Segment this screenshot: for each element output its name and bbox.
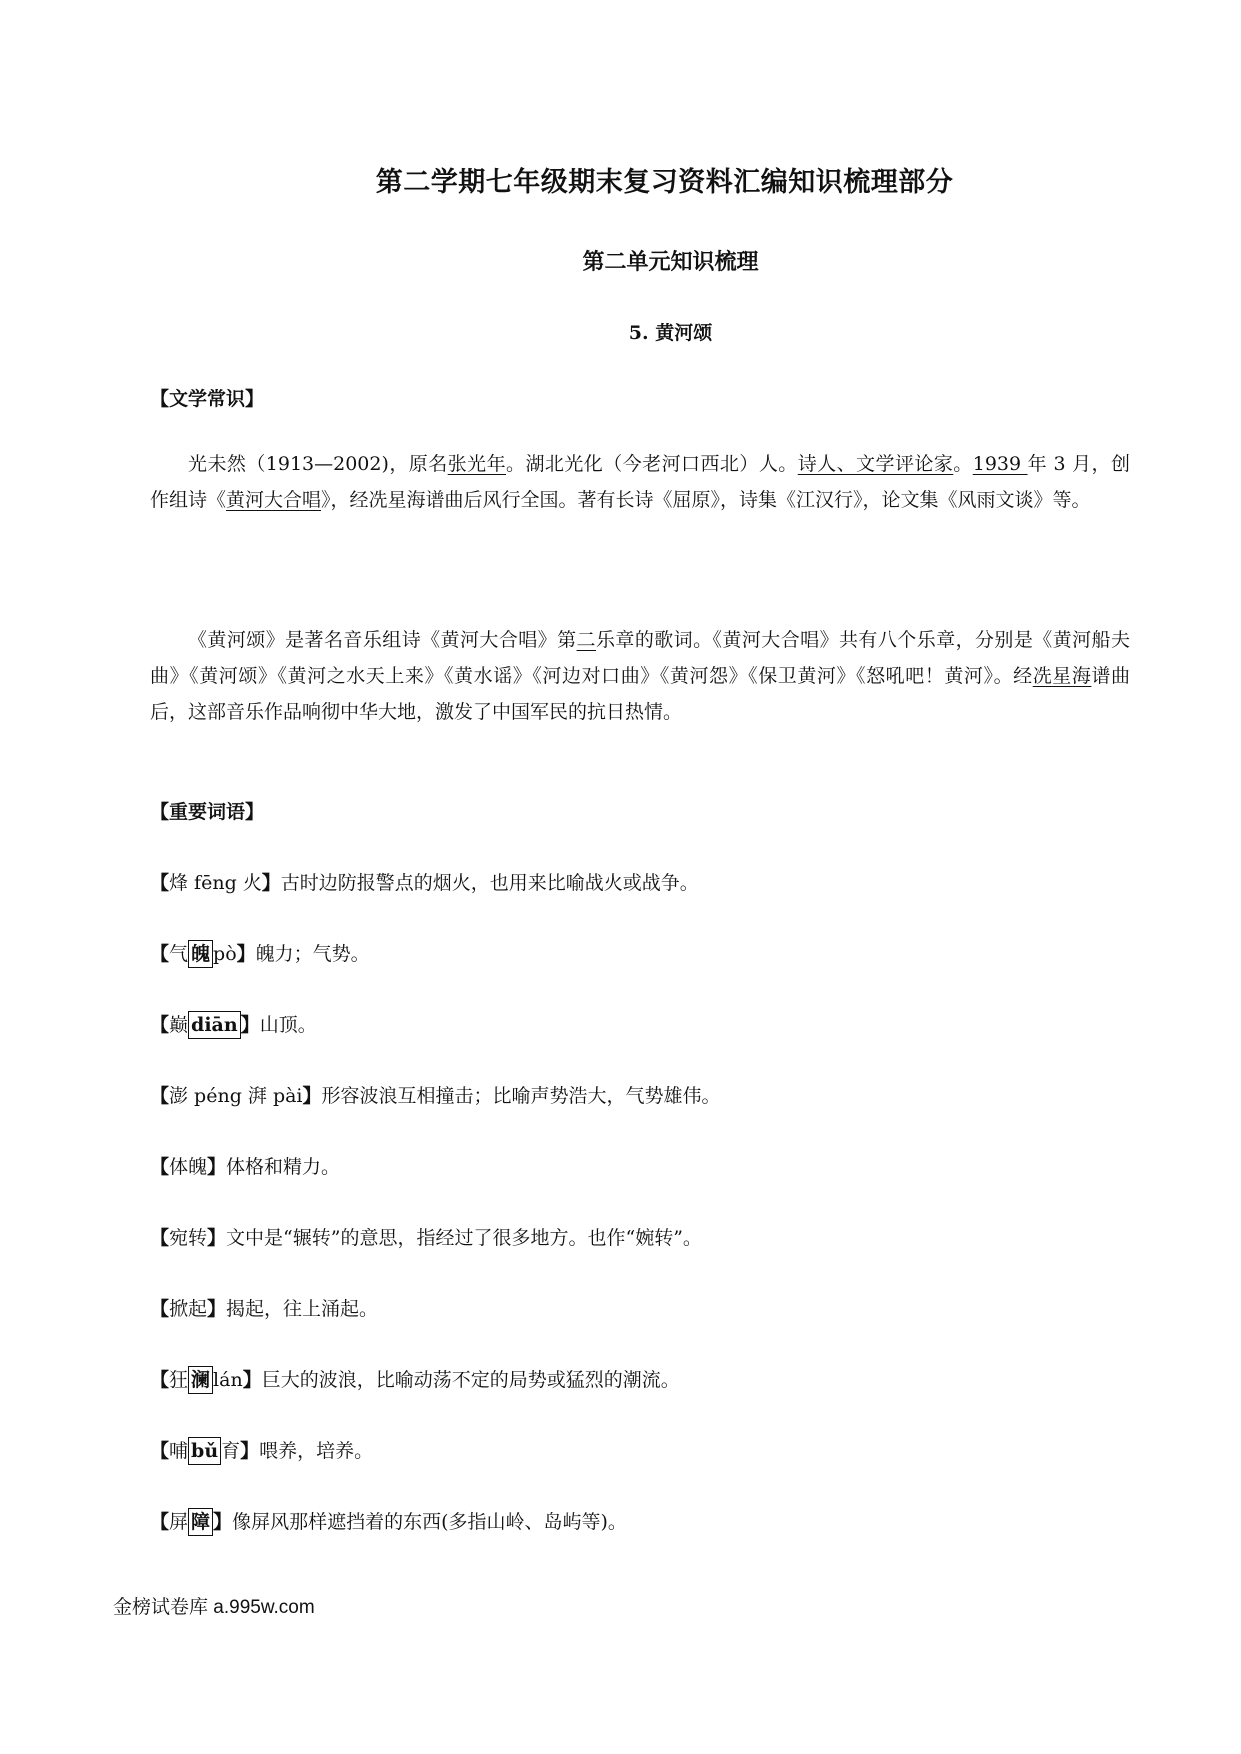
underlined-ordinal: 二 [576, 629, 596, 651]
term-entry [150, 1436, 373, 1465]
bracket-open: 【 [150, 872, 170, 894]
term-boxed-char: 魄 [188, 940, 213, 968]
term-entry [150, 1507, 627, 1536]
term-word: 宛转 [169, 1227, 208, 1249]
bracket-open: 【 [150, 1227, 170, 1249]
underlined-composer: 冼星海 [1032, 665, 1092, 687]
bracket-close: 】 [242, 1369, 262, 1391]
term-definition: 山顶。 [259, 1014, 317, 1036]
bracket-close: 】 [207, 1227, 227, 1249]
term-word: 澎 péng 湃 pài [169, 1085, 303, 1107]
bracket-open: 【 [150, 1369, 170, 1391]
term-entry [150, 1081, 721, 1108]
term-word: 哺 [169, 1440, 189, 1462]
bracket-close: 】 [240, 1014, 260, 1036]
bracket-open: 【 [150, 1085, 170, 1107]
lesson-title: 5. 黄河颂 [628, 322, 713, 344]
bracket-close: 】 [302, 1085, 322, 1107]
bracket-open: 【 [150, 1156, 170, 1178]
term-definition: 体格和精力。 [226, 1156, 341, 1178]
bracket-close: 】 [207, 1298, 227, 1320]
document-title: 第二学期七年级期末复习资料汇编知识梳理部分 [375, 167, 954, 198]
bracket-open: 【 [150, 1511, 170, 1533]
term-entry [150, 1152, 340, 1179]
term-boxed-char: bǔ [188, 1437, 221, 1465]
paragraph-work-intro: 《黄河颂》是著名音乐组诗《黄河大合唱》第二乐章的歌词。《黄河大合唱》共有八个乐章，分别是《黄河船夫曲》《黄河颂》《黄河之水天上来》《黄水谣》《河边对口曲》《黄河怨》《保卫黄河》《怒吼吧！黄河》。经冼星海谱曲后，这部音乐作品响彻中华大地，激发了中国军民的抗日热情。 [150, 629, 1130, 723]
term-word: 巅 [169, 1014, 189, 1036]
term-definition: 揭起，往上涌起。 [226, 1298, 379, 1320]
term-boxed-char: diān [188, 1011, 241, 1039]
bracket-open: 【 [150, 1440, 170, 1462]
paragraph-author-intro: 光未然（1913—2002)，原名张光年。湖北光化（今老河口西北）人。诗人、文学评论家。1939 年 3 月，创作组诗《黄河大合唱》，经冼星海谱曲后风行全国。著有长诗《屈原》，诗集《江汉行》，论文集《风雨文谈》等。 [150, 453, 1130, 511]
footer-watermark: 金榜试卷库 a.995w.com [113, 1597, 315, 1618]
term-word-suffix: pò [213, 943, 237, 965]
term-word-suffix: lán [213, 1369, 243, 1391]
term-entry [150, 1010, 317, 1039]
term-boxed-char: 障 [188, 1508, 213, 1536]
term-entry [150, 1294, 378, 1321]
underlined-work: 黄河大合唱 [226, 489, 322, 511]
bracket-open: 【 [150, 1298, 170, 1320]
unit-title: 第二单元知识梳理 [582, 249, 759, 275]
term-word-suffix: 育 [221, 1440, 241, 1462]
term-word: 掀起 [169, 1298, 208, 1320]
term-definition: 古时边防报警点的烟火，也用来比喻战火或战争。 [280, 872, 699, 894]
term-word: 气 [169, 943, 189, 965]
bracket-close: 】 [261, 872, 281, 894]
term-boxed-char: 澜 [188, 1366, 213, 1394]
term-word: 烽 fēng 火 [169, 872, 262, 894]
term-entry [150, 1223, 702, 1250]
term-word: 屏 [169, 1511, 189, 1533]
bracket-close: 】 [207, 1156, 227, 1178]
section-heading-literary-knowledge: 【文学常识】 [150, 388, 265, 410]
section-heading-key-terms: 【重要词语】 [150, 801, 265, 823]
term-definition: 形容波浪互相撞击；比喻声势浩大，气势雄伟。 [321, 1085, 721, 1107]
bracket-open: 【 [150, 943, 170, 965]
term-definition: 魄力；气势。 [255, 943, 370, 965]
underlined-name: 张光年 [447, 453, 507, 475]
term-definition: 巨大的波浪，比喻动荡不定的局势或猛烈的潮流。 [261, 1369, 680, 1391]
term-entry [150, 1365, 680, 1394]
bracket-close: 】 [213, 1511, 233, 1533]
underlined-year: 1939 [972, 453, 1028, 475]
term-entry [150, 939, 370, 968]
bracket-close: 】 [240, 1440, 260, 1462]
term-definition: 喂养，培养。 [259, 1440, 374, 1462]
bracket-close: 】 [236, 943, 256, 965]
term-definition: 文中是“辗转”的意思，指经过了很多地方。也作“婉转”。 [226, 1227, 702, 1249]
term-word: 体魄 [169, 1156, 208, 1178]
term-entry [150, 868, 699, 895]
term-definition: 像屏风那样遮挡着的东西(多指山岭、岛屿等)。 [232, 1511, 627, 1533]
term-word: 狂 [169, 1369, 189, 1391]
underlined-role: 诗人、文学评论家 [797, 453, 954, 475]
bracket-open: 【 [150, 1014, 170, 1036]
